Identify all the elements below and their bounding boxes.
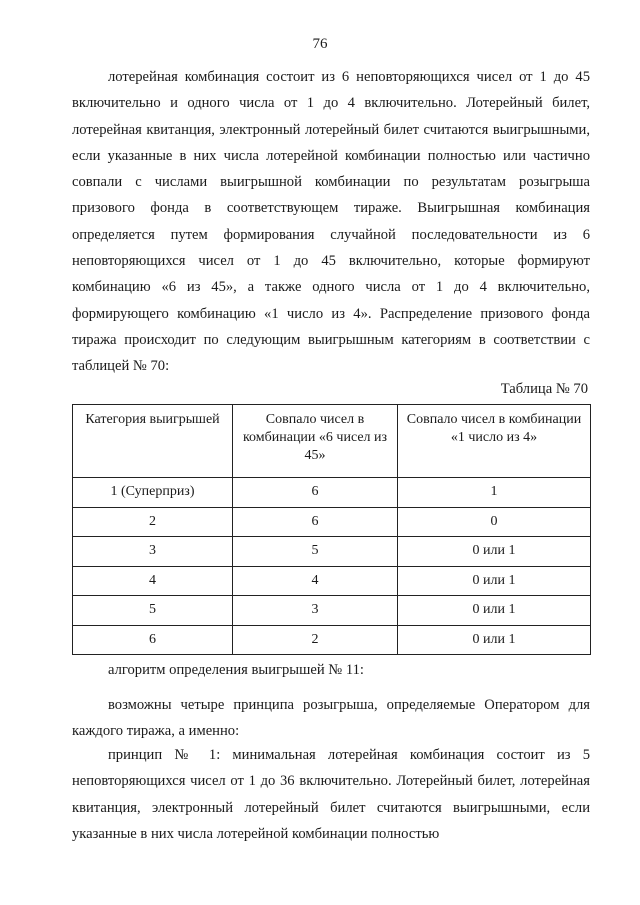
winning-categories-table [72, 404, 591, 655]
cell-matches-45: 6 [233, 478, 398, 508]
cell-category: 2 [73, 507, 233, 537]
table-row [73, 537, 591, 567]
cell-category: 3 [73, 537, 233, 567]
paragraph-algorithm-11: алгоритм определения выигрышей № 11: [108, 662, 364, 678]
table-row [73, 478, 591, 508]
header-matches-1-of-4: Совпало чисел в комбинации «1 число из 4» [398, 405, 591, 478]
cell-matches-45: 3 [233, 596, 398, 626]
cell-category: 4 [73, 566, 233, 596]
cell-category: 5 [73, 596, 233, 626]
table-row [73, 507, 591, 537]
cell-category: 1 (Суперприз) [73, 478, 233, 508]
cell-matches-45: 5 [233, 537, 398, 567]
header-category: Категория выигрышей [73, 405, 233, 478]
page-number: 76 [312, 36, 328, 52]
cell-matches-4: 0 или 1 [398, 537, 591, 567]
table-row [73, 596, 591, 626]
cell-matches-45: 2 [233, 625, 398, 655]
paragraph-draw-principles: возможны четыре принципа розыгрыша, определяемые Оператором для каждого тиража, а именно: [72, 697, 590, 740]
table-row [73, 625, 591, 655]
cell-matches-4: 0 или 1 [398, 566, 591, 596]
cell-matches-4: 1 [398, 478, 591, 508]
table-header-row [73, 405, 591, 478]
paragraph-lottery-combination: лотерейная комбинация состоит из 6 неповторяющихся чисел от 1 до 45 включительно и одного числа от 1 до 4 включительно. Лотерейный билет, лотерейная квитанция, электронный лотерейный билет считаются выигрышными, если указанные в них числа лотерейной комбинации полностью или частично совпали с числами выигрышной комбинации по результатам розыгрыша призового фонда в соответствующем тираже. Выигрышная комбинация определяется путем формирования случайной последовательности из 6 неповторяющихся чисел от 1 до 45 включительно, которые формируют комбинацию «6 из 45», а также одного числа от 1 до 4 включительно, формирующего комбинацию «1 число из 4». Распределение призового фонда тиража происходит по следующим выигрышным категориям в соответствии с таблицей № 70: [72, 69, 590, 375]
paragraph-principle-1: принцип № 1: минимальная лотерейная комбинация состоит из 5 неповторяющихся чисел от 1 до 36 включительно. Лотерейный билет, лотерейная квитанция, электронный лотерейный билет считаются выигрышными, если указанные в них числа лотерейной комбинации полностью [72, 747, 590, 842]
cell-category: 6 [73, 625, 233, 655]
cell-matches-45: 6 [233, 507, 398, 537]
header-matches-6-of-45: Совпало чисел в комбинации «6 чисел из 45» [233, 405, 398, 478]
table-row [73, 566, 591, 596]
cell-matches-4: 0 или 1 [398, 596, 591, 626]
cell-matches-45: 4 [233, 566, 398, 596]
cell-matches-4: 0 или 1 [398, 625, 591, 655]
cell-matches-4: 0 [398, 507, 591, 537]
table-caption: Таблица № 70 [500, 381, 588, 397]
